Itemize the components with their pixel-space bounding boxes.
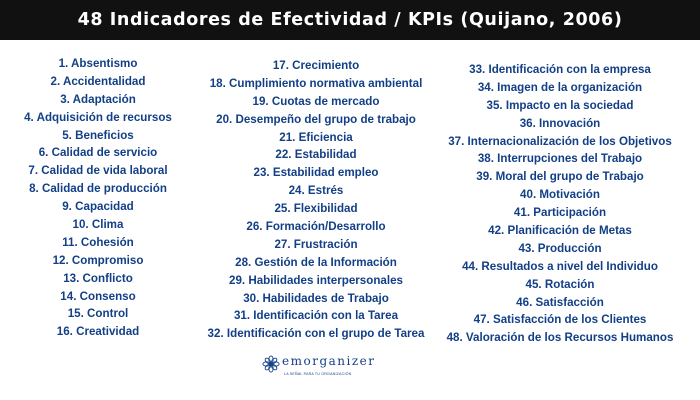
- kpi-item: 11. Cohesión: [62, 235, 134, 249]
- kpi-item: 33. Identificación con la empresa: [469, 63, 651, 76]
- kpi-item: 26. Formación/Desarrollo: [246, 220, 386, 234]
- kpi-item: 1. Absentismo: [58, 57, 138, 70]
- kpi-item: 12. Compromiso: [52, 253, 144, 267]
- kpi-item: 4. Adquisición de recursos: [24, 110, 172, 124]
- kpi-item: 42. Planificación de Metas: [488, 224, 632, 238]
- kpi-item: 13. Conflicto: [63, 271, 133, 285]
- kpi-item: 35. Impacto en la sociedad: [486, 98, 634, 112]
- kpi-item: 28. Gestión de la Información: [235, 255, 397, 269]
- kpi-column-1: [0, 55, 196, 341]
- kpi-item: 41. Participación: [513, 206, 607, 220]
- kpi-item: 45. Rotación: [525, 277, 595, 291]
- kpi-item: 19. Cuotas de mercado: [252, 94, 380, 108]
- kpi-item: 31. Identificación con la Tarea: [233, 309, 399, 323]
- kpi-item: 39. Moral del grupo de Trabajo: [476, 170, 644, 184]
- kpi-column-2: [196, 57, 436, 343]
- logo-tagline: LA SEÑAL PARA TU ORGANIZACIÓN: [284, 372, 352, 376]
- kpi-item: 24. Estrés: [288, 184, 344, 198]
- kpi-item: 30. Habilidades de Trabajo: [243, 291, 389, 305]
- kpi-item: 5. Beneficios: [62, 128, 134, 142]
- kpi-item: 48. Valoración de los Recursos Humanos: [446, 331, 674, 345]
- kpi-item: 7. Calidad de vida laboral: [28, 164, 168, 178]
- kpi-column-3: [436, 61, 684, 347]
- kpi-item: 25. Flexibilidad: [274, 202, 358, 216]
- kpi-item: 6. Calidad de servicio: [38, 146, 158, 160]
- flower-logo-icon: [262, 355, 280, 373]
- kpi-item: 16. Creatividad: [56, 325, 140, 339]
- kpi-item: 9. Capacidad: [62, 200, 134, 214]
- kpi-item: 23. Estabilidad empleo: [253, 166, 379, 180]
- kpi-item: 32. Identificación con el grupo de Tarea: [207, 327, 425, 341]
- kpi-item: 36. Innovación: [519, 116, 601, 130]
- kpi-item: 34. Imagen de la organización: [477, 80, 643, 94]
- kpi-item: 37. Internacionalización de los Objetivos: [448, 134, 672, 148]
- kpi-item: 22. Estabilidad: [275, 148, 357, 162]
- page-title: 48 Indicadores de Efectividad / KPIs (Quijano, 2006): [77, 10, 623, 30]
- kpi-item: 3. Adaptación: [60, 92, 136, 106]
- kpi-item: 14. Consenso: [60, 289, 136, 303]
- kpi-item: 38. Interrupciones del Trabajo: [477, 152, 643, 166]
- kpi-item: 8. Calidad de producción: [29, 182, 167, 196]
- kpi-item: 21. Eficiencia: [279, 130, 353, 144]
- kpi-item: 17. Crecimiento: [272, 59, 360, 72]
- kpi-item: 40. Motivación: [520, 188, 600, 202]
- kpi-item: 2. Accidentalidad: [50, 74, 146, 88]
- kpi-item: 47. Satisfacción de los Clientes: [473, 313, 647, 327]
- kpi-item: 20. Desempeño del grupo de trabajo: [216, 112, 416, 126]
- logo-wordmark: emorganizer: [282, 354, 376, 368]
- kpi-item: 29. Habilidades interpersonales: [229, 273, 403, 287]
- kpi-item: 15. Control: [67, 307, 129, 321]
- kpi-item: 27. Frustración: [274, 237, 358, 251]
- kpi-item: 44. Resultados a nivel del Individuo: [462, 259, 658, 273]
- title-bar: [0, 0, 700, 40]
- kpi-item: 46. Satisfacción: [516, 295, 604, 309]
- kpi-item: 43. Producción: [518, 241, 602, 255]
- kpi-item: 10. Clima: [72, 218, 124, 232]
- kpi-item: 18. Cumplimiento normativa ambiental: [209, 76, 423, 90]
- emorganizer-logo: [262, 350, 376, 384]
